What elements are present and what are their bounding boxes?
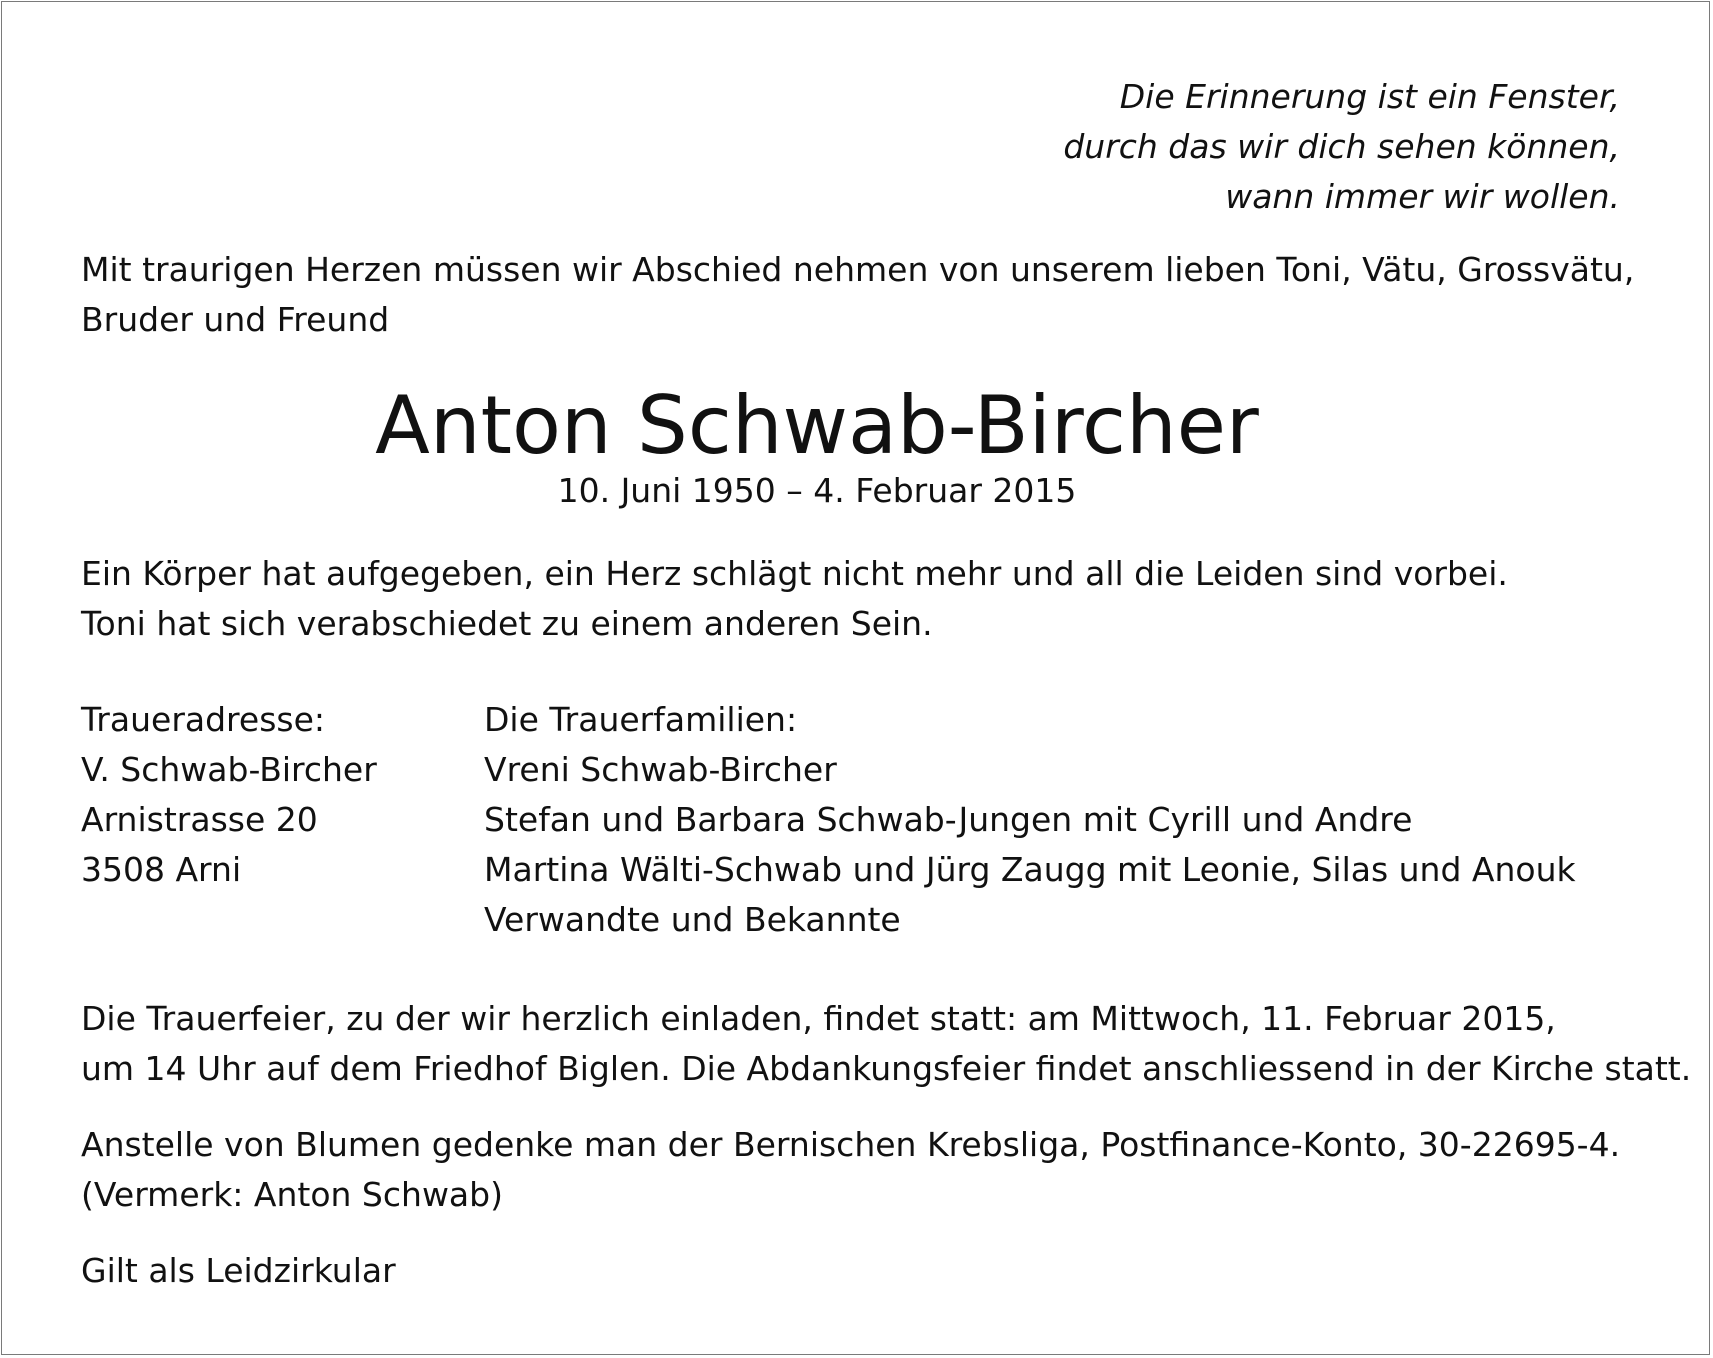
reflection-line: Ein Körper hat aufgegeben, ein Herz schlägt nicht mehr und all die Leiden sind vorbei.: [81, 554, 1508, 593]
address-label: Traueradresse:: [81, 700, 326, 739]
reflection-line: Toni hat sich verabschiedet zu einem anderen Sein.: [81, 604, 933, 643]
intro-line: Bruder und Freund: [81, 300, 390, 339]
reflection-paragraph: [81, 549, 1508, 649]
motto-quote: [1063, 72, 1620, 222]
footer-note: [81, 1246, 396, 1296]
family-line: Vreni Schwab-Bircher: [484, 750, 837, 789]
ceremony-line: um 14 Uhr auf dem Friedhof Biglen. Die Abdankungsfeier findet anschliessend in der Kirche statt.: [81, 1049, 1692, 1088]
address-line: Arnistrasse 20: [81, 800, 318, 839]
ceremony-paragraph: [81, 994, 1691, 1094]
families-label: Die Trauerfamilien:: [484, 700, 798, 739]
donation-paragraph: [81, 1120, 1620, 1220]
life-dates: 10. Juni 1950 – 4. Februar 2015: [557, 471, 1077, 510]
motto-line: durch das wir dich sehen können,: [1063, 127, 1620, 166]
family-line: Stefan und Barbara Schwab-Jungen mit Cyrill und Andre: [484, 800, 1413, 839]
intro-line: Mit traurigen Herzen müssen wir Abschied nehmen von unserem lieben Toni, Vätu, Grossvätu,: [81, 250, 1635, 289]
family-line: Verwandte und Bekannte: [484, 900, 901, 939]
mourning-address: [81, 695, 377, 895]
motto-line: wann immer wir wollen.: [1225, 177, 1620, 216]
donation-line: Anstelle von Blumen gedenke man der Bernischen Krebsliga, Postfinance-Konto, 30-22695-4.: [81, 1125, 1621, 1164]
address-line: 3508 Arni: [81, 850, 242, 889]
deceased-name: Anton Schwab-Bircher: [375, 379, 1259, 472]
ceremony-line: Die Trauerfeier, zu der wir herzlich einladen, findet statt: am Mittwoch, 11. Februar 2015,: [81, 999, 1556, 1038]
donation-line: (Vermerk: Anton Schwab): [81, 1175, 503, 1214]
footer-line: Gilt als Leidzirkular: [81, 1251, 396, 1290]
obituary-card: [1, 1, 1710, 1355]
intro-paragraph: [81, 245, 1634, 345]
family-line: Martina Wälti-Schwab und Jürg Zaugg mit Leonie, Silas und Anouk: [484, 850, 1576, 889]
address-line: V. Schwab-Bircher: [81, 750, 377, 789]
motto-line: Die Erinnerung ist ein Fenster,: [1119, 77, 1620, 116]
mourning-families: [484, 695, 1576, 945]
